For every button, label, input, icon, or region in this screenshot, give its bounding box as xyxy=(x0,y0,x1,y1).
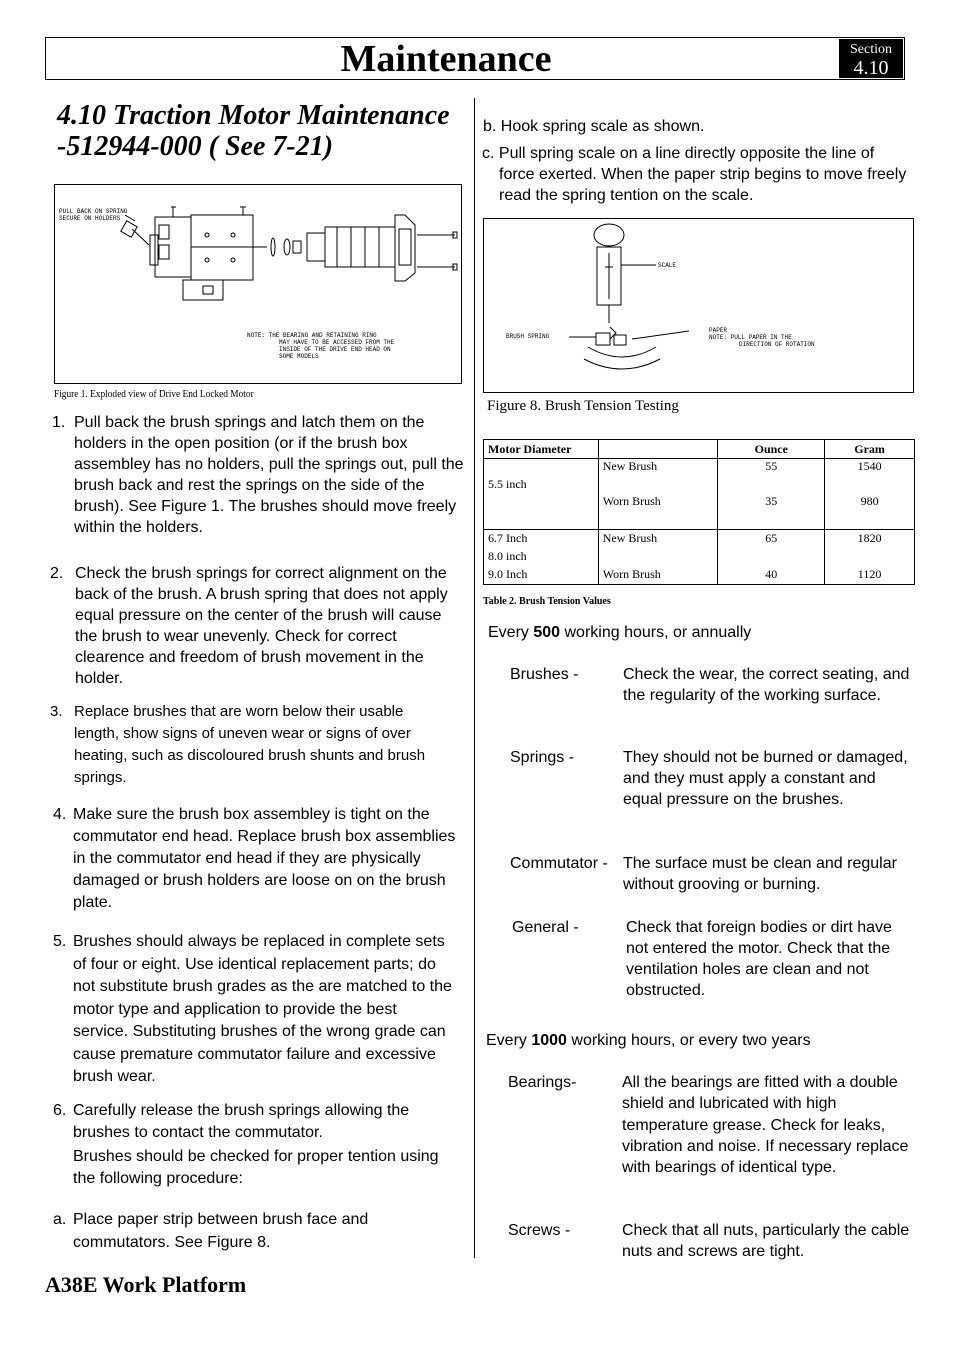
col-gram: Gram xyxy=(825,440,915,459)
paper-label: PAPER xyxy=(709,327,728,334)
gram-cell: 1820 xyxy=(857,531,882,545)
gram-cell: 1120 xyxy=(857,567,882,581)
col-brush xyxy=(598,440,718,459)
figure-exploded-motor xyxy=(54,184,462,384)
step-3 xyxy=(50,701,450,789)
item-label-brushes: Brushes - xyxy=(510,666,579,683)
item-label-springs: Springs - xyxy=(510,749,575,766)
diameter-cell: 6.7 Inch xyxy=(488,531,528,545)
figure-brush-tension xyxy=(483,218,914,393)
gram-cell: 1540 xyxy=(857,459,882,473)
col-motor-diameter: Motor Diameter xyxy=(484,440,599,459)
item-text-screws: Check that all nuts, particularly the cable nuts and screws are tight. xyxy=(622,1222,910,1260)
step-a xyxy=(53,1208,453,1254)
item-text-springs: They should not be burned or damaged, and they must apply a constant and equal pressure on the brushes. xyxy=(623,749,908,808)
gram-cell: 980 xyxy=(860,494,879,508)
table-header-row xyxy=(484,440,915,459)
figure8-caption: Figure 8. Brush Tension Testing xyxy=(487,398,679,414)
note-line-1: NOTE: THE BEARING AND RETAINING RING xyxy=(247,332,377,339)
step-text: Brushes should always be replaced in complete sets of four or eight. Use identical replacement parts; do not substitute brush grades as the are matched to the motor type and application to provide the best service. Substituting brushes of the wrong grade can cause premature commutator failure and excessive brush wear. xyxy=(73,933,452,1085)
step-text: Make sure the brush box assembley is tight on the commutator end head. Replace brush box assemblies in the commutator end head if they are physically damaged or brush holders are loose on on the brush plate. xyxy=(73,806,456,911)
step-text: Brushes should be checked for proper tention using the following procedure: xyxy=(73,1148,439,1187)
step-text: Pull back the brush springs and latch them on the holders in the open position (or if the brush box assembley has no holders, pull the springs out, pull the brush back and rest the springs on the side of the brush). See Figure 1. The brushes should move freely within the holders. xyxy=(74,414,464,536)
brush-type-cell: New Brush xyxy=(602,531,658,545)
step-text: Replace brushes that are worn below their usable length, show signs of uneven wear or signs of over heating, such as discoloured brush shunts and brush springs. xyxy=(74,703,426,786)
brush-type-cell: New Brush xyxy=(602,459,658,473)
step-number: 1. xyxy=(52,414,66,431)
item-text-general: Check that foreign bodies or dirt have not entered the motor. Check that the ventilation holes are clean and not obstructed. xyxy=(626,919,892,999)
note-line-2: MAY HAVE TO BE ACCESSED FROM THE xyxy=(279,339,395,346)
ounce-cell: 35 xyxy=(765,494,778,508)
callout-pull-back: PULL BACK ON SPRING xyxy=(59,208,128,215)
hours-value: 1000 xyxy=(531,1032,567,1049)
diameter-cell: 8.0 inch xyxy=(488,549,527,563)
step-6 xyxy=(53,1100,453,1144)
interval-1000-heading: Every 1000 working hours, or every two years xyxy=(486,1032,811,1049)
exploded-motor-drawing xyxy=(55,185,461,383)
step-number: 2. xyxy=(50,565,64,582)
step-b: b. Hook spring scale as shown. xyxy=(483,118,705,135)
table-caption: Table 2. Brush Tension Values xyxy=(483,596,611,607)
scale-label: SCALE xyxy=(658,262,677,269)
figure1-caption: Figure 1. Exploded view of Drive End Locked Motor xyxy=(54,388,254,400)
page-title: Maintenance xyxy=(340,38,552,80)
col-ounce: Ounce xyxy=(718,440,825,459)
section-label: Section xyxy=(850,42,892,57)
brush-type-cell: Worn Brush xyxy=(602,494,661,508)
step-number: 4. xyxy=(53,806,67,823)
item-label-general: General - xyxy=(512,919,579,936)
note-line-3: INSIDE OF THE DRIVE END HEAD ON xyxy=(279,346,391,353)
diameter-cell: 5.5 inch xyxy=(488,477,527,491)
diameter-cell: 9.0 Inch xyxy=(488,567,528,581)
item-label-screws: Screws - xyxy=(508,1222,571,1239)
table-row xyxy=(484,459,915,530)
page-header xyxy=(45,37,905,80)
step-4 xyxy=(53,804,468,914)
step-6-note xyxy=(73,1146,443,1190)
brush-spring-label: BRUSH SPRING xyxy=(506,333,550,340)
section-number: 4.10 xyxy=(853,57,889,79)
step-2 xyxy=(50,563,468,689)
figure8-note-2: DIRECTION OF ROTATION xyxy=(739,341,815,348)
step-text: Check the brush springs for correct alignment on the back of the brush. A brush spring that does not apply equal pressure on the center of the brush will cause the brush to wear unevenly. Check for correct clearence and freedom of brush movement in the holder. xyxy=(75,565,448,687)
brush-tension-table xyxy=(483,439,915,585)
hours-value: 500 xyxy=(533,624,561,641)
step-c: c. Pull spring scale on a line directly opposite the line of force exerted. When the paper strip begins to move freely read the spring tention on the scale. xyxy=(482,145,907,204)
page-footer: A38E Work Platform xyxy=(45,1272,247,1297)
section-badge xyxy=(839,39,903,78)
figure8-note-1: NOTE: PULL PAPER IN THE xyxy=(709,334,792,341)
item-label-commutator: Commutator - xyxy=(510,855,608,872)
ounce-cell: 55 xyxy=(765,459,778,473)
ounce-cell: 40 xyxy=(765,567,778,581)
step-text: Place paper strip between brush face and commutators. See Figure 8. xyxy=(73,1211,369,1251)
step-number: 5. xyxy=(53,933,67,950)
brush-type-cell: Worn Brush xyxy=(602,567,661,581)
step-number: 6. xyxy=(53,1102,67,1119)
interval-500-heading: Every 500 working hours, or annually xyxy=(488,624,752,641)
column-divider xyxy=(474,98,475,1258)
step-text: Carefully release the brush springs allowing the brushes to contact the commutator. xyxy=(73,1102,410,1141)
section-heading: 4.10 Traction Motor Maintenance -512944-000 ( See 7-21) xyxy=(57,100,450,162)
item-text-commutator: The surface must be clean and regular without grooving or burning. xyxy=(623,855,897,893)
table-row xyxy=(484,530,915,585)
note-line-4: SOME MODELS xyxy=(279,353,319,360)
item-label-bearings: Bearings- xyxy=(508,1074,577,1091)
ounce-cell: 65 xyxy=(765,531,778,545)
step-5 xyxy=(53,931,453,1089)
step-1 xyxy=(52,412,467,538)
brush-tension-drawing xyxy=(484,219,913,392)
step-number: a. xyxy=(53,1211,67,1228)
step-number: 3. xyxy=(50,703,63,720)
item-text-brushes: Check the wear, the correct seating, and the regularity of the working surface. xyxy=(623,666,910,704)
callout-secure: SECURE ON HOLDERS xyxy=(59,215,121,222)
item-text-bearings: All the bearings are fitted with a double shield and lubricated with high temperature grease. Check for leaks, vibration and noise. If necessary replace with bearings of identical type. xyxy=(622,1074,909,1177)
